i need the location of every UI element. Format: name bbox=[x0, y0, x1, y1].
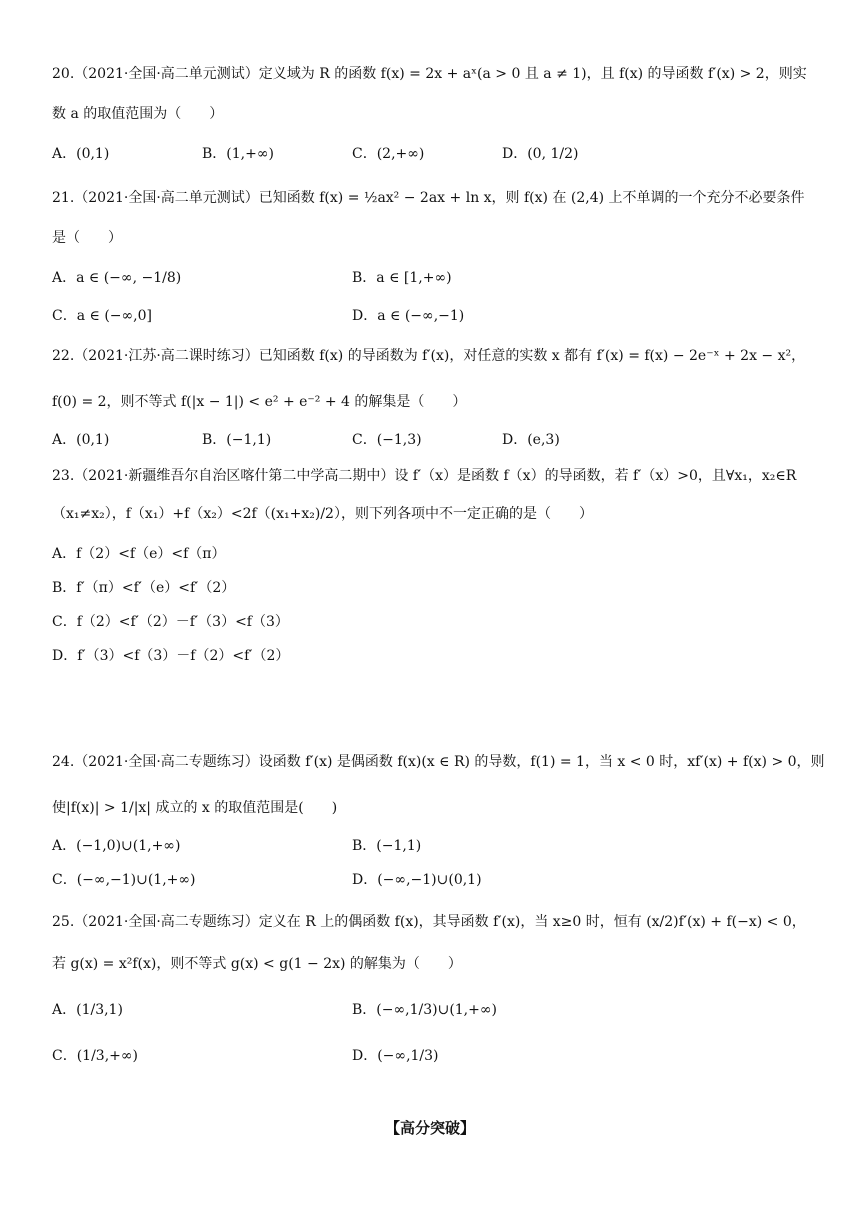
question-25-option-d: D．(−∞,1/3) bbox=[352, 1048, 439, 1064]
question-23-line-1: 23.（2021·新疆维吾尔自治区喀什第二中学高二期中）设 f′（x）是函数 f（x）的导函数，若 f′（x）>0，且∀x₁，x₂∈R bbox=[52, 468, 797, 484]
question-25-option-c: C．(1/3,+∞) bbox=[52, 1048, 139, 1064]
section-heading: 【高分突破】 bbox=[384, 1119, 475, 1137]
question-21-option-b: B．a ∈ [1,+∞) bbox=[352, 270, 452, 286]
question-23-option-b: B．f′（π）<f′（e）<f′（2） bbox=[52, 580, 236, 596]
question-21-option-a: A．a ∈ (−∞, −1/8) bbox=[52, 270, 182, 286]
question-23-option-a: A．f（2）<f（e）<f（π） bbox=[52, 546, 226, 562]
question-21-line-1: 21.（2021·全国·高二单元测试）已知函数 f(x) = ½ax² − 2ax + ln x，则 f(x) 在 (2,4) 上不单调的一个充分不必要条件 bbox=[52, 190, 805, 206]
question-20-option-a: A．(0,1) bbox=[52, 146, 110, 162]
question-23-line-2: （x₁≠x₂），f（x₁）+f（x₂）<2f（(x₁+x₂)/2），则下列各项中不一定正确的是（ ） bbox=[52, 506, 593, 522]
question-22-option-a: A．(0,1) bbox=[52, 432, 110, 448]
question-20-option-d: D．(0, 1/2) bbox=[502, 146, 579, 162]
question-20-option-c: C．(2,+∞) bbox=[352, 146, 425, 162]
question-21-line-2: 是（ ） bbox=[52, 230, 122, 246]
question-25-option-b: B．(−∞,1/3)∪(1,+∞) bbox=[352, 1002, 497, 1018]
question-22-option-b: B．(−1,1) bbox=[202, 432, 272, 448]
question-23-option-d: D．f′（3）<f（3）－f（2）<f′（2） bbox=[52, 648, 290, 664]
question-24-line-1: 24.（2021·全国·高二专题练习）设函数 f′(x) 是偶函数 f(x)(x ∈ R) 的导数，f(1) = 1，当 x < 0 时，xf′(x) + f(x) > 0，则 bbox=[52, 754, 825, 770]
question-24-line-2: 使|f(x)| > 1/|x| 成立的 x 的取值范围是( ) bbox=[52, 800, 338, 816]
question-25-option-a: A．(1/3,1) bbox=[52, 1002, 123, 1018]
question-20-option-b: B．(1,+∞) bbox=[202, 146, 274, 162]
question-22-option-c: C．(−1,3) bbox=[352, 432, 422, 448]
question-24-option-d: D．(−∞,−1)∪(0,1) bbox=[352, 872, 482, 888]
question-24-option-b: B．(−1,1) bbox=[352, 838, 422, 854]
question-25-line-2: 若 g(x) = x²f(x)，则不等式 g(x) < g(1 − 2x) 的解集为（ ） bbox=[52, 956, 462, 972]
question-24-option-a: A．(−1,0)∪(1,+∞) bbox=[52, 838, 181, 854]
question-20-line-2: 数 a 的取值范围为（ ） bbox=[52, 106, 224, 122]
question-25-line-1: 25.（2021·全国·高二专题练习）定义在 R 上的偶函数 f(x)，其导函数 f′(x)，当 x≥0 时，恒有 (x/2)f′(x) + f(−x) < 0， bbox=[52, 914, 806, 930]
question-20-line-1: 20.（2021·全国·高二单元测试）定义域为 R 的函数 f(x) = 2x + aˣ(a > 0 且 a ≠ 1)，且 f(x) 的导函数 f′(x) > 2，则实 bbox=[52, 66, 807, 82]
question-22-line-2: f(0) = 2，则不等式 f(|x − 1|) < e² + e⁻² + 4 的解集是（ ） bbox=[52, 394, 467, 410]
question-21-option-c: C．a ∈ (−∞,0] bbox=[52, 308, 152, 324]
question-24-option-c: C．(−∞,−1)∪(1,+∞) bbox=[52, 872, 196, 888]
question-22-line-1: 22.（2021·江苏·高二课时练习）已知函数 f(x) 的导函数为 f′(x)，对任意的实数 x 都有 f′(x) = f(x) − 2e⁻ˣ + 2x − x²， bbox=[52, 348, 806, 364]
question-23-option-c: C．f（2）<f′（2）－f′（3）<f（3） bbox=[52, 614, 289, 630]
question-21-option-d: D．a ∈ (−∞,−1) bbox=[352, 308, 465, 324]
question-22-option-d: D．(e,3) bbox=[502, 432, 560, 448]
